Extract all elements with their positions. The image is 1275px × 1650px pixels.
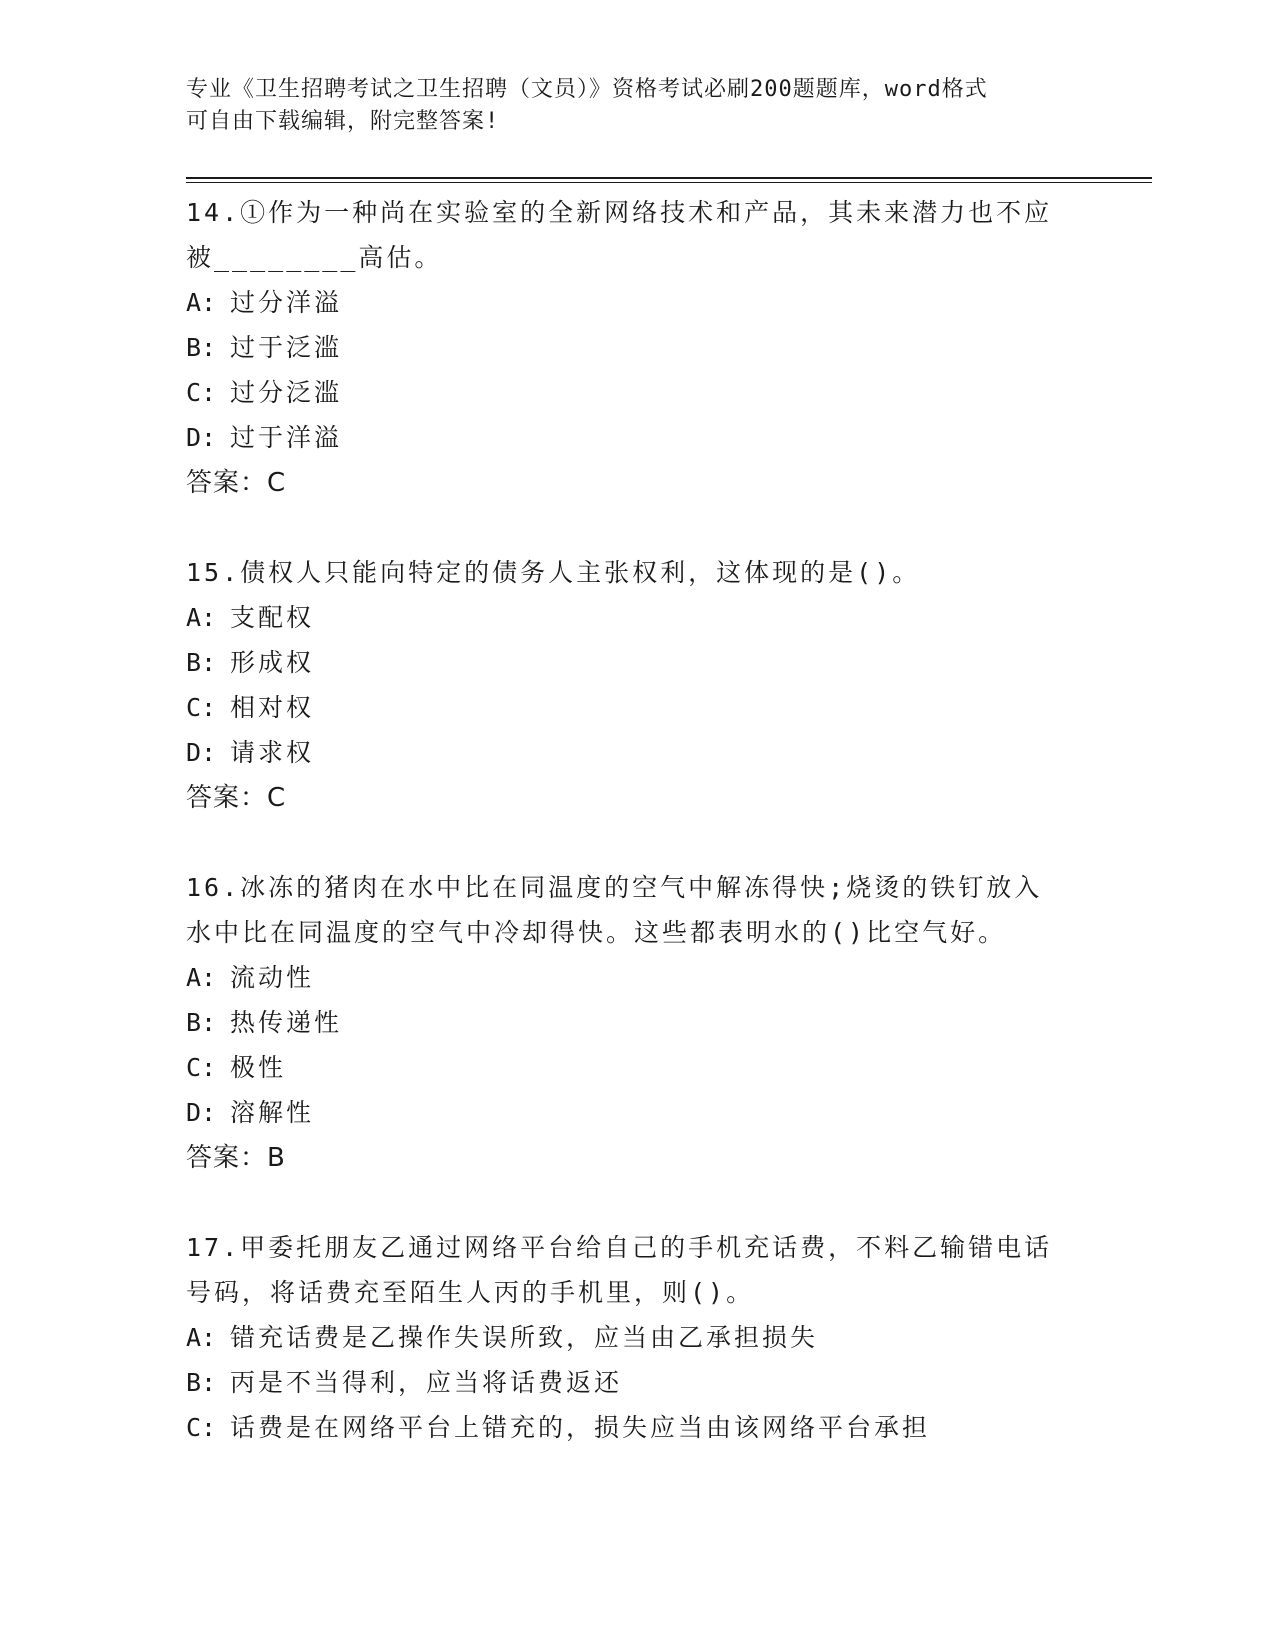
question-text: 16.冰冻的猪肉在水中比在同温度的空气中解冻得快;烧烫的铁钉放入 xyxy=(186,873,1043,902)
header-line-1: 专业《卫生招聘考试之卫生招聘（文员）》资格考试必刷200题题库，word格式 xyxy=(186,77,988,102)
option-letter: A: xyxy=(186,963,217,992)
option-text: 过分洋溢 xyxy=(230,288,343,317)
option-letter: D: xyxy=(186,1098,217,1127)
option-a xyxy=(186,1315,1086,1360)
question-text: 被________高估。 xyxy=(186,243,443,272)
option-letter: D: xyxy=(186,738,217,767)
option-text: 过于泛滥 xyxy=(230,333,343,362)
option-text: 热传递性 xyxy=(230,1008,343,1037)
option-c xyxy=(186,1045,1086,1090)
option-text: 极性 xyxy=(230,1053,287,1082)
option-b xyxy=(186,325,1086,370)
question-text: 水中比在同温度的空气中冷却得快。这些都表明水的()比空气好。 xyxy=(186,918,1007,947)
option-text: 过分泛滥 xyxy=(230,378,343,407)
option-d xyxy=(186,415,1086,460)
question-16 xyxy=(186,865,1086,1181)
option-b xyxy=(186,1360,1086,1405)
question-text: 15.债权人只能向特定的债务人主张权利，这体现的是()。 xyxy=(186,558,921,587)
header-line-2: 可自由下载编辑，附完整答案! xyxy=(186,109,500,134)
option-letter: D: xyxy=(186,423,217,452)
option-b xyxy=(186,640,1086,685)
option-letter: C: xyxy=(186,693,217,722)
option-d xyxy=(186,730,1086,775)
option-letter: A: xyxy=(186,288,217,317)
answer: 答案：C xyxy=(186,783,287,813)
option-letter: B: xyxy=(186,648,217,677)
option-text: 形成权 xyxy=(230,648,315,677)
option-a xyxy=(186,595,1086,640)
option-text: 过于洋溢 xyxy=(230,423,343,452)
option-c xyxy=(186,1405,1086,1450)
option-letter: A: xyxy=(186,1323,217,1352)
question-14 xyxy=(186,190,1086,506)
option-letter: C: xyxy=(186,378,217,407)
option-text: 支配权 xyxy=(230,603,315,632)
option-letter: B: xyxy=(186,1368,217,1397)
option-letter: C: xyxy=(186,1413,217,1442)
option-c xyxy=(186,370,1086,415)
document-header xyxy=(186,74,1086,138)
question-15 xyxy=(186,550,1086,821)
option-text: 请求权 xyxy=(230,738,315,767)
option-a xyxy=(186,955,1086,1000)
option-text: 相对权 xyxy=(230,693,315,722)
option-letter: A: xyxy=(186,603,217,632)
question-list xyxy=(186,190,1086,1494)
option-letter: C: xyxy=(186,1053,217,1082)
header-divider-thin xyxy=(186,182,1152,183)
option-letter: B: xyxy=(186,1008,217,1037)
option-d xyxy=(186,1090,1086,1135)
option-c xyxy=(186,685,1086,730)
option-text: 丙是不当得利，应当将话费返还 xyxy=(230,1368,623,1397)
header-divider-thick xyxy=(186,177,1152,179)
question-17 xyxy=(186,1225,1086,1450)
option-text: 错充话费是乙操作失误所致，应当由乙承担损失 xyxy=(230,1323,819,1352)
option-text: 话费是在网络平台上错充的，损失应当由该网络平台承担 xyxy=(230,1413,931,1442)
option-letter: B: xyxy=(186,333,217,362)
option-a xyxy=(186,280,1086,325)
option-text: 流动性 xyxy=(230,963,315,992)
question-text: 17.甲委托朋友乙通过网络平台给自己的手机充话费，不料乙输错电话 xyxy=(186,1233,1053,1262)
question-text: 14.①作为一种尚在实验室的全新网络技术和产品，其未来潜力也不应 xyxy=(186,198,1053,227)
answer: 答案：C xyxy=(186,468,287,498)
option-text: 溶解性 xyxy=(230,1098,315,1127)
answer: 答案：B xyxy=(186,1143,286,1173)
option-b xyxy=(186,1000,1086,1045)
question-text: 号码，将话费充至陌生人丙的手机里，则()。 xyxy=(186,1278,755,1307)
